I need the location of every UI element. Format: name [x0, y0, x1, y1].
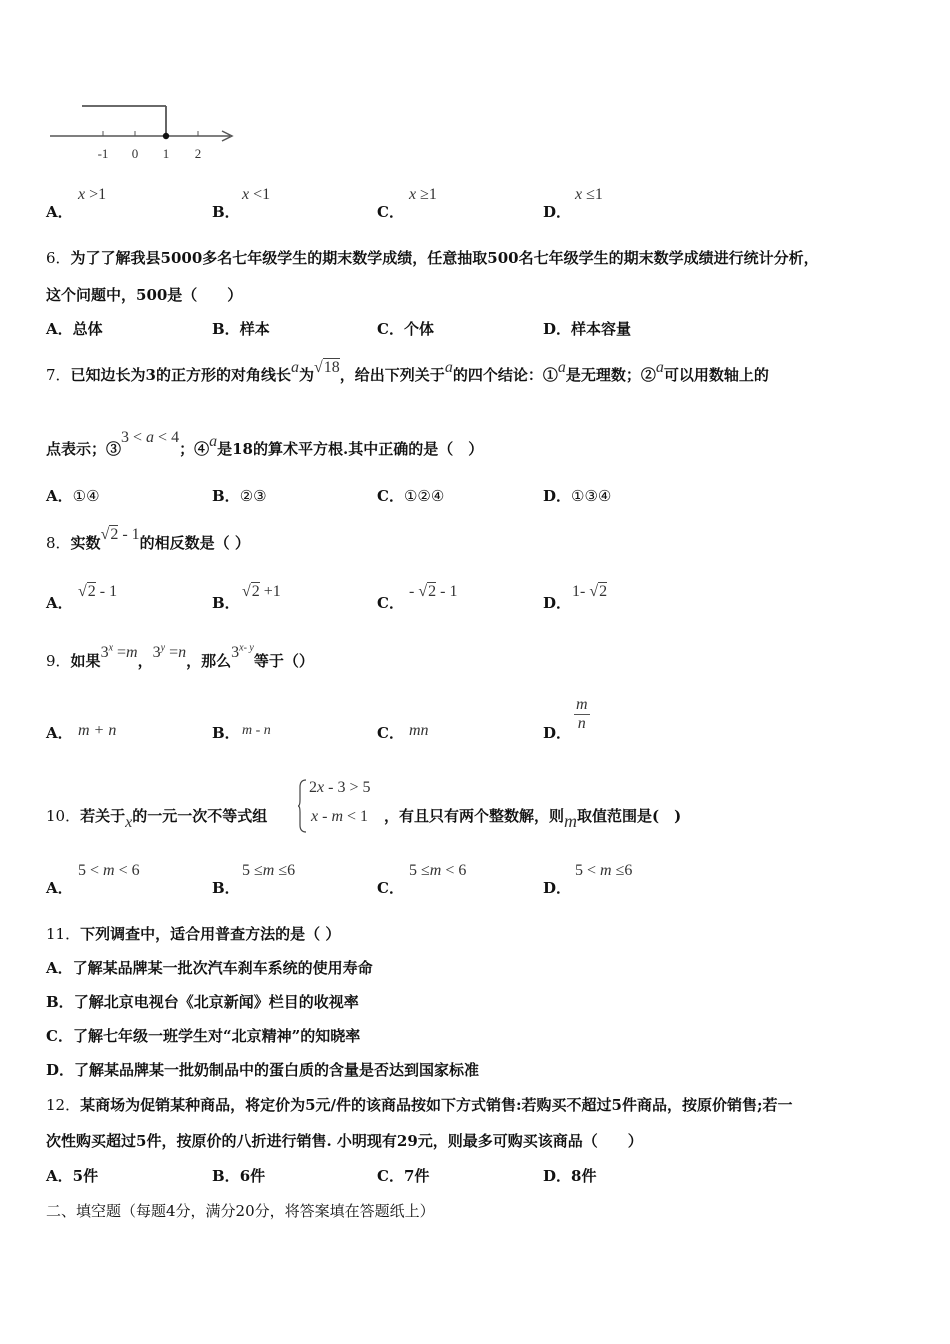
q9-option-b[interactable]: m - n [242, 723, 271, 738]
q6-option-c[interactable]: C．个体 [377, 320, 434, 338]
q6-option-b[interactable]: B．样本 [212, 320, 270, 338]
q5-option-c[interactable]: x ≥1 [409, 186, 437, 203]
q6-option-a[interactable]: A．总体 [46, 320, 103, 338]
q10-option-c[interactable]: 5 ≤m < 6 [409, 862, 467, 879]
q10-option-b[interactable]: 5 ≤m ≤6 [242, 862, 296, 879]
system-brace-icon [297, 778, 307, 834]
q8-stem: 8．实数√2 - 1的相反数是（ ） [46, 526, 250, 552]
q8-option-a-label[interactable]: A． [46, 594, 73, 612]
q10-option-a[interactable]: 5 < m < 6 [78, 862, 140, 879]
tick-label: -1 [97, 146, 109, 161]
q10-option-c-label[interactable]: C． [377, 879, 404, 897]
q12-option-d[interactable]: D．8件 [543, 1167, 597, 1185]
tick-label: 1 [162, 146, 170, 161]
section-heading-fill-blank: 二、填空题（每题4分，满分20分，将答案填在答题纸上） [46, 1202, 435, 1220]
q8-option-c-label[interactable]: C． [377, 594, 404, 612]
q11-option-a[interactable]: A．了解某品牌某一批次汽车刹车系统的使用寿命 [46, 959, 373, 977]
q10-option-a-label[interactable]: A． [46, 879, 73, 897]
q11-stem: 11．下列调查中，适合用普查方法的是（ ） [46, 925, 341, 943]
q11-option-b[interactable]: B．了解北京电视台《北京新闻》栏目的收视率 [46, 993, 359, 1011]
tick-label: 2 [194, 146, 202, 161]
q7-option-b[interactable]: B．②③ [212, 487, 267, 505]
q11-option-c[interactable]: C．了解七年级一班学生对“北京精神”的知晓率 [46, 1027, 361, 1045]
q8-option-b[interactable]: √2 +1 [242, 583, 281, 600]
q7-option-c[interactable]: C．①②④ [377, 487, 445, 505]
q9-option-c[interactable]: mn [409, 722, 429, 739]
q6-stem-line1: 6．为了了解我县5000多名七年级学生的期末数学成绩，任意抽取500名七年级学生的期末数学成绩进行统计分析， [46, 249, 819, 267]
q8-option-a[interactable]: √2 - 1 [78, 583, 118, 600]
q10-inequality-1: 2x - 3 > 5 [309, 779, 371, 796]
q9-option-b-label[interactable]: B． [212, 724, 240, 742]
q12-stem-line1: 12．某商场为促销某种商品，将定价为5元/件的该商品按如下方式销售:若购买不超过5件商品，按原价销售;若一 [46, 1096, 793, 1114]
q5-option-b[interactable]: x <1 [242, 186, 271, 203]
q7-option-a[interactable]: A．①④ [46, 487, 100, 505]
q9-option-c-label[interactable]: C． [377, 724, 404, 742]
q6-stem-line2: 这个问题中，500是（ ） [46, 286, 243, 304]
q11-option-d[interactable]: D．了解某品牌某一批奶制品中的蛋白质的含量是否达到国家标准 [46, 1061, 480, 1079]
q10-option-b-label[interactable]: B． [212, 879, 240, 897]
q7-stem-line1: 7．已知边长为3的正方形的对角线长a为√18，给出下列关于a的四个结论：①a是无理数；②a可以用数轴上的 [46, 359, 769, 384]
q10-stem-part1: 10．若关于x的一元一次不等式组 [46, 807, 268, 831]
q10-option-d-label[interactable]: D． [543, 879, 572, 897]
number-line-figure [44, 100, 244, 164]
q7-stem-line2: 点表示；③3 < a < 4；④a是18的算术平方根.其中正确的是（ ） [46, 429, 484, 458]
q7-option-d[interactable]: D．①③④ [543, 487, 612, 505]
q10-inequality-2: x - m < 1 [311, 808, 369, 825]
q10-option-d[interactable]: 5 < m ≤6 [575, 862, 633, 879]
q5-option-d-label[interactable]: D． [543, 203, 572, 221]
sqrt-symbol: √ [314, 359, 323, 376]
q12-option-c[interactable]: C．7件 [377, 1167, 430, 1185]
q5-option-a-label[interactable]: A． [46, 203, 73, 221]
q9-stem: 9．如果3$^x$ =m，3$^y$ =n，那么3$^{x- y}$等于（） [46, 642, 314, 670]
q12-option-a[interactable]: A．5件 [46, 1167, 99, 1185]
solid-endpoint [163, 133, 169, 139]
q5-option-d[interactable]: x ≤1 [575, 186, 603, 203]
q9-option-a-label[interactable]: A． [46, 724, 73, 742]
q8-option-d[interactable]: 1- √2 [572, 583, 608, 600]
q5-option-b-label[interactable]: B． [212, 203, 240, 221]
q8-option-c[interactable]: - √2 - 1 [409, 583, 458, 600]
q9-option-a[interactable]: m + n [78, 722, 117, 739]
q6-option-d[interactable]: D．样本容量 [543, 320, 632, 338]
q5-option-a[interactable]: x >1 [78, 186, 107, 203]
q5-option-c-label[interactable]: C． [377, 203, 404, 221]
tick-label: 0 [131, 146, 139, 161]
q8-option-d-label[interactable]: D． [543, 594, 572, 612]
q9-option-d[interactable]: $\frac{m}{n}$ [576, 696, 588, 732]
q9-option-d-label[interactable]: D． [543, 724, 572, 742]
q8-option-b-label[interactable]: B． [212, 594, 240, 612]
q12-option-b[interactable]: B．6件 [212, 1167, 266, 1185]
q10-stem-part2: ，有且只有两个整数解，则m取值范围是( ) [384, 807, 682, 831]
q12-stem-line2: 次性购买超过5件，按原价的八折进行销售. 小明现有29元，则最多可购买该商品（ ） [46, 1132, 643, 1150]
